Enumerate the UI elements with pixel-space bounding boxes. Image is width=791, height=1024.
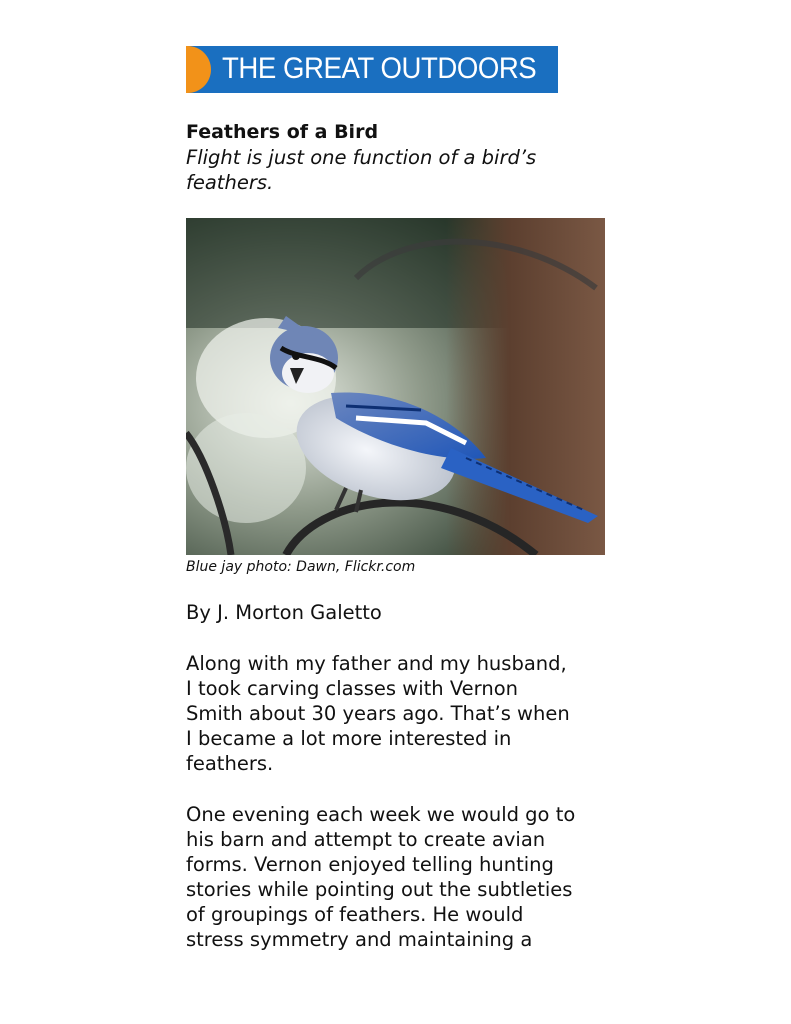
banner-title: THE GREAT OUTDOORS bbox=[222, 52, 537, 85]
paragraph-line: I became a lot more interested in bbox=[186, 727, 512, 750]
banner-orange-swoosh bbox=[186, 46, 211, 93]
paragraph-2 bbox=[186, 802, 606, 952]
paragraph-line: feathers. bbox=[186, 752, 274, 775]
paragraph-line: stories while pointing out the subtleties bbox=[186, 878, 573, 901]
paragraph-line: of groupings of feathers. He would bbox=[186, 903, 524, 926]
photo-caption: Blue jay photo: Dawn, Flickr.com bbox=[186, 559, 416, 575]
paragraph-line: I took carving classes with Vernon bbox=[186, 677, 519, 700]
paragraph-line: Along with my father and my husband, bbox=[186, 652, 567, 675]
paragraph-line: stress symmetry and maintaining a bbox=[186, 928, 533, 951]
paragraph-line: his barn and attempt to create avian bbox=[186, 828, 546, 851]
blue-jay-photo bbox=[186, 218, 605, 555]
paragraph-1 bbox=[186, 651, 606, 776]
paragraph-line: Smith about 30 years ago. That’s when bbox=[186, 702, 570, 725]
article-title: Feathers of a Bird bbox=[186, 121, 379, 143]
paragraph-line: One evening each week we would go to bbox=[186, 803, 576, 826]
article-subtitle: Flight is just one function of a bird’s feathers. bbox=[186, 146, 537, 194]
paragraph-line: forms. Vernon enjoyed telling hunting bbox=[186, 853, 554, 876]
masthead-banner bbox=[186, 46, 558, 93]
byline: By J. Morton Galetto bbox=[186, 601, 382, 624]
